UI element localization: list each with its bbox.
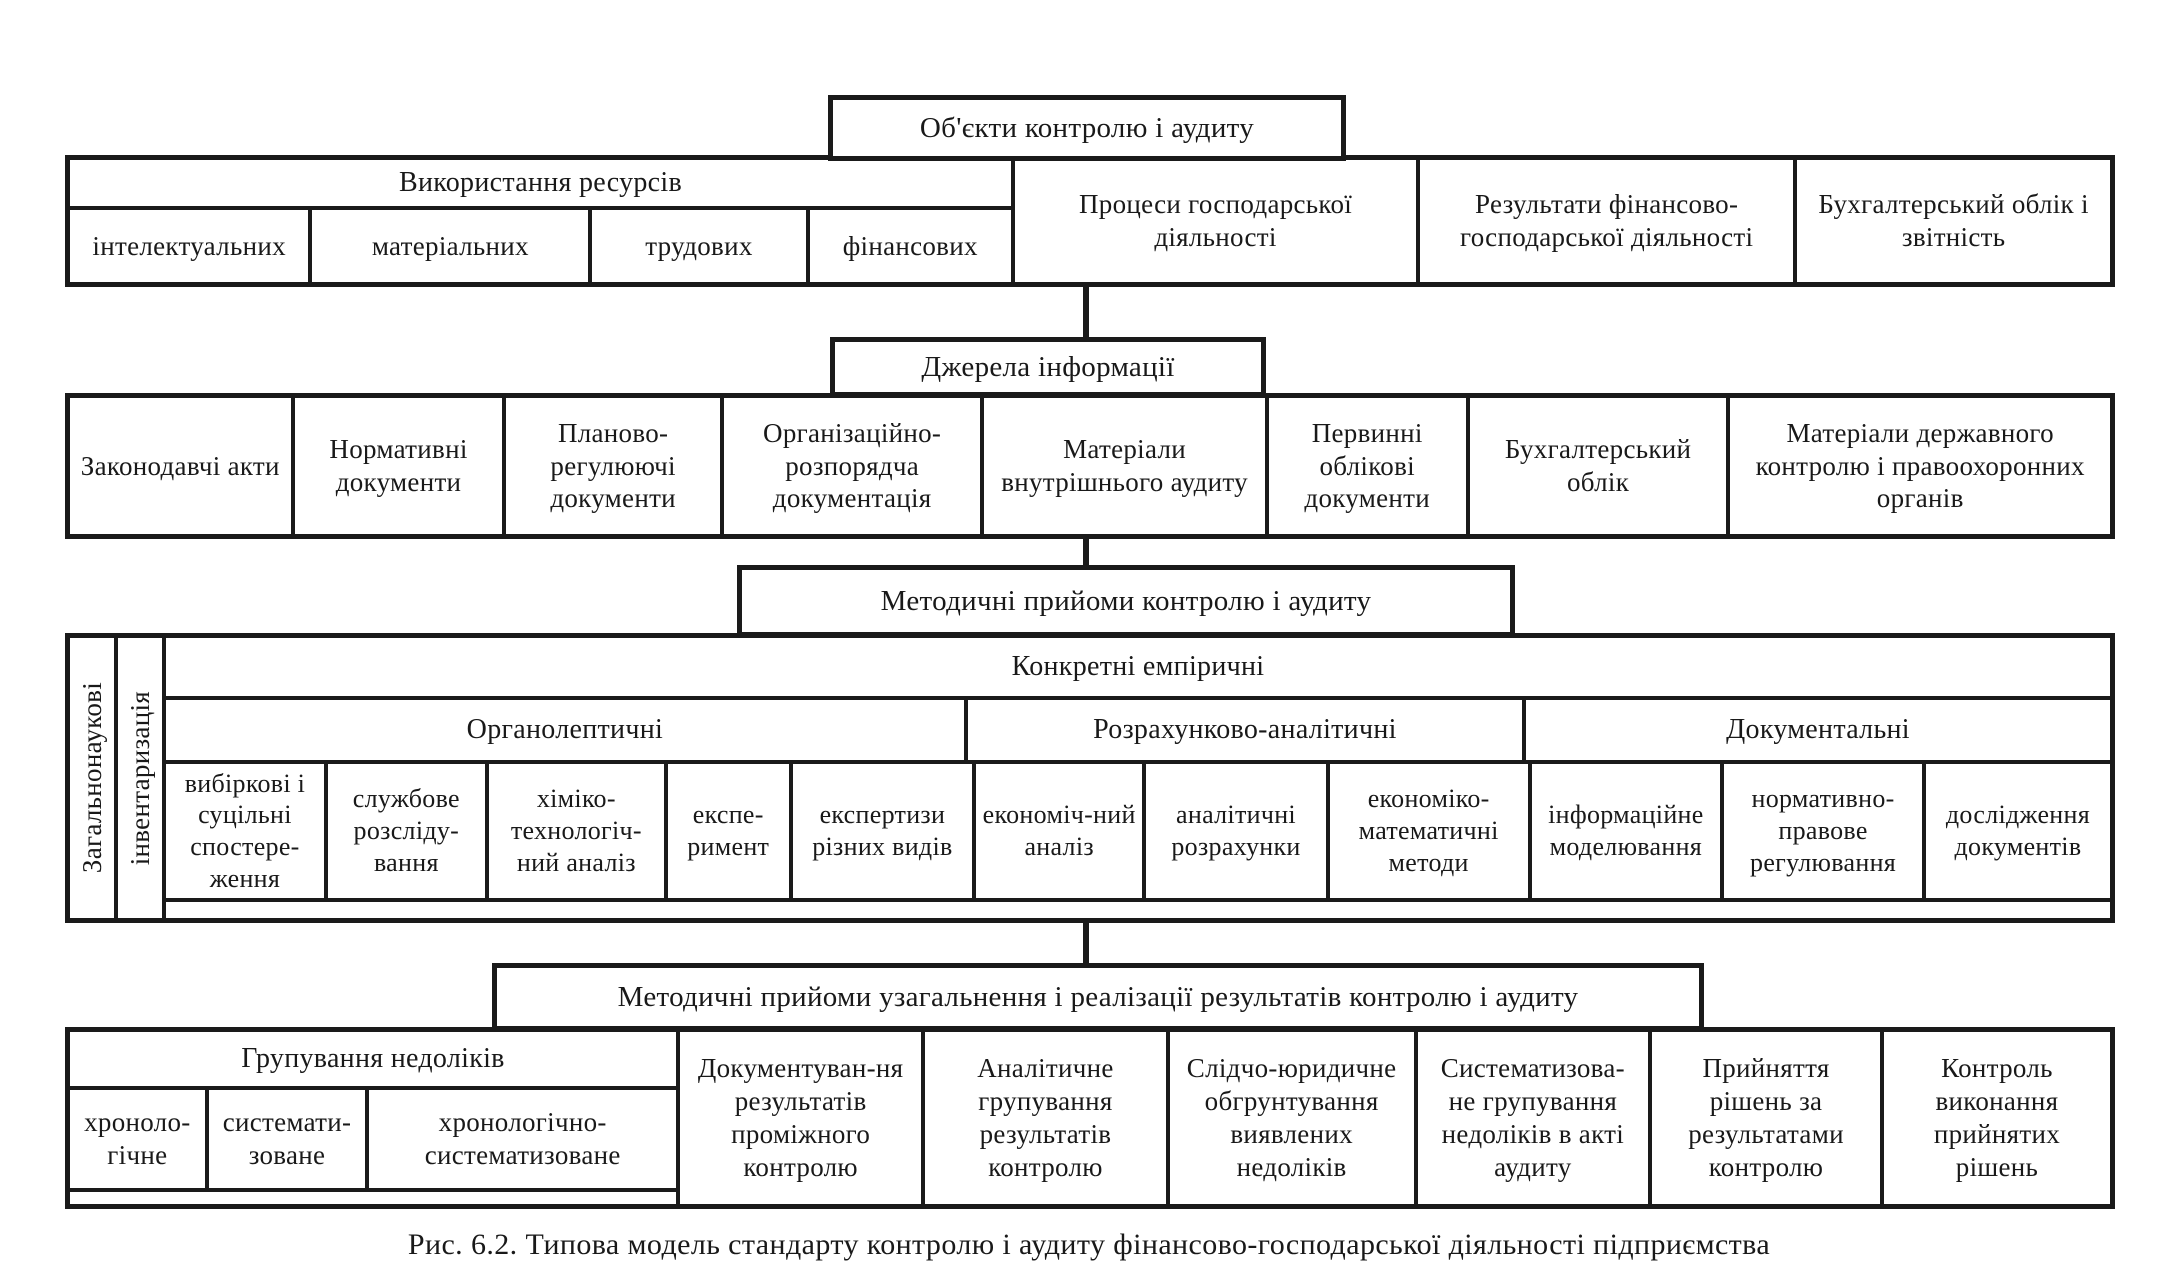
summary-cell: Контроль виконання прийнятих рішень xyxy=(1933,1053,2061,1182)
resources-header: Використання ресурсів xyxy=(70,160,1011,210)
group-header: Органолептичні xyxy=(166,700,968,760)
object-cell: Бухгалтерський облік і звітність xyxy=(1818,189,2089,252)
resources-section xyxy=(70,160,1015,282)
empirical-header: Конкретні емпіричні xyxy=(1011,650,1265,682)
rotated-label: Загальнонаукові xyxy=(76,682,107,874)
source-cell: Планово-регулюючі документи xyxy=(506,398,723,534)
rotated-label: інвентаризація xyxy=(124,690,155,866)
resource-cell: інтелектуальних xyxy=(70,210,312,282)
methods-main xyxy=(166,638,2110,918)
sources-table xyxy=(65,393,2115,539)
objects-table xyxy=(65,155,2115,287)
method-cell: аналітичні розрахунки xyxy=(1146,764,1330,902)
method-cell: економіко-математичні методи xyxy=(1330,764,1532,902)
source-cell: Нормативні документи xyxy=(295,398,507,534)
grouping-section xyxy=(70,1032,680,1204)
summary-cell: Прийняття рішень за результатами контролю xyxy=(1652,1032,1884,1204)
connector-line xyxy=(1083,285,1089,341)
rotated-column-general-scientific xyxy=(70,638,118,918)
resource-cell: фінансових xyxy=(842,230,978,261)
resources-cells xyxy=(70,210,1011,282)
connector-line xyxy=(1083,921,1089,967)
method-cell: економіч-ний аналіз xyxy=(976,764,1146,902)
rotated-column-inventory xyxy=(118,638,166,918)
summary-table xyxy=(65,1027,2115,1209)
method-cells xyxy=(166,760,2110,918)
resource-cell: трудових xyxy=(592,210,809,282)
object-cell: Процеси господарської діяльності xyxy=(1015,160,1420,282)
summary-cell: Систематизова-не групування недоліків в акті аудиту xyxy=(1418,1032,1653,1204)
methods-table xyxy=(65,633,2115,923)
method-cell: дослідження документів xyxy=(1926,764,2110,902)
summary-cell: Аналітичне групування результатів контролю xyxy=(925,1032,1169,1204)
method-cell: експе-римент xyxy=(668,764,793,902)
group-header: Розрахунково-аналітичні xyxy=(968,700,1526,760)
summary-cell: Документуван-ня результатів проміжного контролю xyxy=(680,1032,925,1204)
source-cell: Бухгалтерський облік xyxy=(1470,398,1731,534)
grouping-header: Групування недоліків xyxy=(70,1032,676,1090)
source-cell: Первинні облікові документи xyxy=(1269,398,1470,534)
grouping-cell: хроноло-гічне xyxy=(70,1090,209,1192)
method-group-headers xyxy=(166,696,2110,760)
method-cell: нормативно-правове регулювання xyxy=(1724,764,1926,902)
grouping-cells xyxy=(70,1090,676,1204)
methods-header-box: Методичні прийоми контролю і аудиту xyxy=(737,565,1515,637)
source-cell: Матеріали внутрішнього аудиту xyxy=(984,398,1268,534)
method-cell: експертизи різних видів xyxy=(793,764,977,902)
summary-cell: Слідчо-юридичне обгрунтування виявлених недоліків xyxy=(1170,1032,1418,1204)
source-cell: Матеріали державного контролю і правоохоронних органів xyxy=(1755,417,2085,514)
summary-header-box: Методичні прийоми узагальнення і реалізації результатів контролю і аудиту xyxy=(492,963,1704,1031)
grouping-cell: хронологічно-систематизоване xyxy=(369,1090,676,1192)
grouping-cell: системати-зоване xyxy=(209,1090,370,1192)
method-cell: хіміко-технологіч-ний аналіз xyxy=(489,764,668,902)
method-cell: вибіркові і суцільні спостере-ження xyxy=(166,764,328,902)
resource-cell: матеріальних xyxy=(312,210,592,282)
figure-caption: Рис. 6.2. Типова модель стандарту контролю і аудиту фінансово-господарської діяльності підприємства xyxy=(407,1228,1771,1261)
source-cell: Законодавчі акти xyxy=(70,398,295,534)
sources-header-box: Джерела інформації xyxy=(830,337,1266,397)
method-cell: службове розсліду-вання xyxy=(328,764,489,902)
objects-header-box: Об'єкти контролю і аудиту xyxy=(828,95,1346,161)
source-cell: Організаційно-розпорядча документація xyxy=(724,398,985,534)
method-cell: інформаційне моделювання xyxy=(1532,764,1725,902)
object-cell: Результати фінансово-господарської діяльності xyxy=(1420,160,1797,282)
group-header: Документальні xyxy=(1726,714,1910,745)
